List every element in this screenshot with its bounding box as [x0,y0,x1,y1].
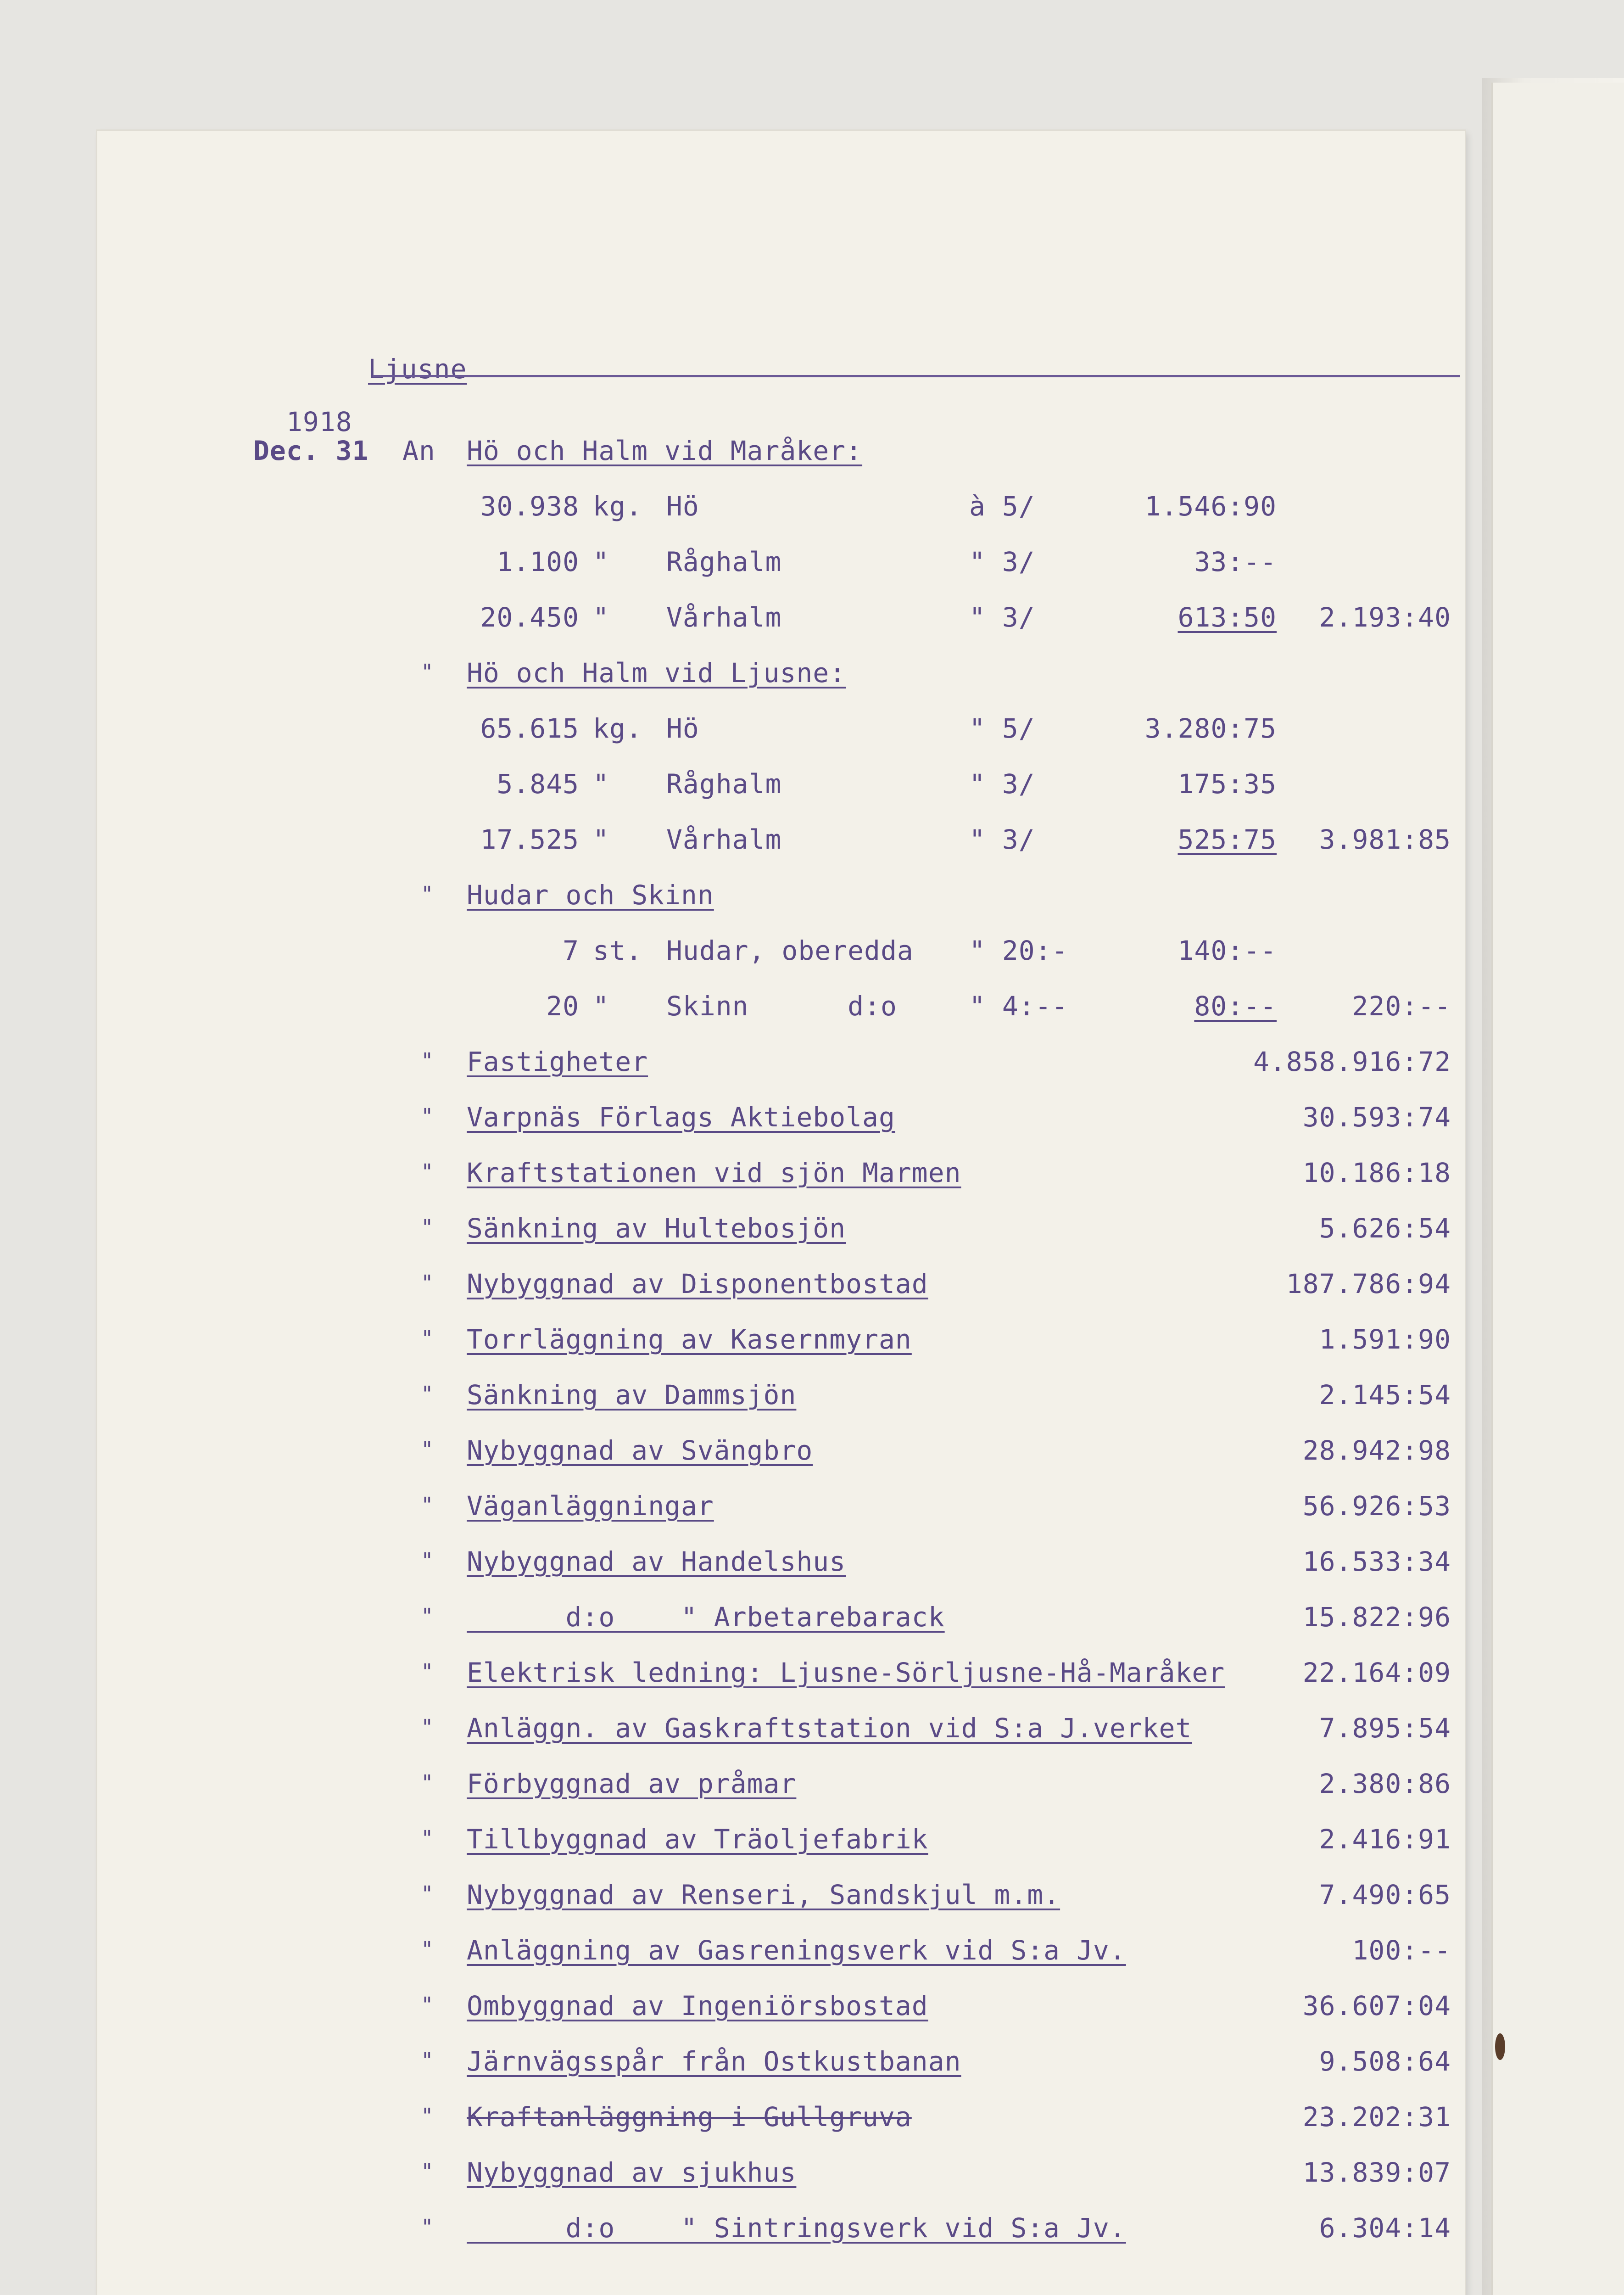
ditto-mark: " [421,1326,434,1351]
ditto-mark: " [421,1770,434,1795]
row-amount: 1.546:90 [1144,491,1277,522]
entry-total: 36.607:04 [1302,1990,1451,2021]
next-page-edge [1491,83,1624,2295]
row-unit: " [593,824,609,855]
row-unit: kg. [593,713,642,744]
entry-total: 6.304:14 [1319,2212,1451,2244]
entry-total: 9.508:64 [1319,2046,1451,2077]
row-quantity: 20 [546,991,579,1022]
row-amount: 140:-- [1178,935,1277,966]
an-label: An [402,435,435,466]
row-quantity: 30.938 [480,491,579,522]
entry-label: Ombyggnad av Ingeniörsbostad [467,1990,928,2021]
row-quantity: 7 [563,935,579,966]
ditto-mark: " [421,1104,434,1129]
place-heading: Ljusne [368,353,467,385]
ditto-mark: " [421,2215,434,2239]
entry-label: Nybyggnad av Handelshus [467,1546,846,1577]
section-title: Hudar och Skinn [467,879,714,911]
row-total: 3.981:85 [1319,824,1451,855]
entry-label: Anläggn. av Gaskraftstation vid S:a J.verket [467,1713,1192,1744]
row-amount: 613:50 [1178,602,1277,633]
row-quantity: 65.615 [480,713,579,744]
ditto-mark: " [421,1659,434,1684]
entry-total: 13.839:07 [1302,2157,1451,2188]
row-total: 2.193:40 [1319,602,1451,633]
entry-label: Varpnäs Förlags Aktiebolag [467,1102,895,1133]
ditto-mark: " [421,1493,434,1517]
section-title: Hö och Halm vid Maråker: [467,435,863,466]
entry-total: 10.186:18 [1302,1157,1451,1188]
row-amount: 525:75 [1178,824,1277,855]
row-item: Hö [666,713,699,744]
ditto-mark: " [421,1604,434,1629]
entry-label: Järnvägsspår från Ostkustbanan [467,2046,961,2077]
ditto-mark: " [421,1826,434,1851]
entry-label: d:o " Sintringsverk vid S:a Jv. [467,2212,1126,2244]
row-unit: " [593,991,609,1022]
row-quantity: 20.450 [480,602,579,633]
entry-total: 187.786:94 [1286,1268,1451,1299]
ledger-page [97,131,1465,2295]
entry-label: Sänkning av Hultebosjön [467,1213,846,1244]
ditto-mark: " [421,1548,434,1573]
entry-total: 30.593:74 [1302,1102,1451,1133]
ditto-mark: " [421,1271,434,1295]
row-amount: 33:-- [1194,546,1277,577]
entry-total: 7.895:54 [1319,1713,1451,1744]
year: 1918 [286,406,352,437]
entry-total: 7.490:65 [1319,1879,1451,1910]
ditto-mark: " [421,2159,434,2184]
ditto-mark: " [421,1382,434,1406]
ditto-mark: " [421,1437,434,1462]
binding-hole [1495,2033,1505,2060]
entry-label: Förbyggnad av pråmar [467,1768,797,1799]
row-quantity: 17.525 [480,824,579,855]
row-price: " 3/ [969,602,1035,633]
row-item: Vårhalm [666,602,782,633]
row-amount: 3.280:75 [1144,713,1277,744]
entry-label: Nybyggnad av Renseri, Sandskjul m.m. [467,1879,1060,1910]
ditto-mark: " [421,1048,434,1073]
entry-total: 2.416:91 [1319,1824,1451,1855]
row-amount: 175:35 [1178,768,1277,800]
entry-label: Nybyggnad av Svängbro [467,1435,813,1466]
entry-total: 2.145:54 [1319,1379,1451,1411]
row-item: Råghalm [666,546,782,577]
ditto-mark: " [421,1715,434,1740]
ditto-mark: " [421,660,434,684]
row-unit: " [593,546,609,577]
ditto-mark: " [421,1937,434,1962]
row-item: Råghalm [666,768,782,800]
row-item: Hudar, oberedda [666,935,914,966]
entry-label: Anläggning av Gasreningsverk vid S:a Jv. [467,1935,1126,1966]
entry-total: 100:-- [1352,1935,1451,1966]
row-unit: " [593,768,609,800]
row-price: à 5/ [969,491,1035,522]
row-unit: " [593,602,609,633]
entry-label: Elektrisk ledning: Ljusne-Sörljusne-Hå-Maråker [467,1657,1225,1688]
row-quantity: 1.100 [497,546,579,577]
entry-total: 16.533:34 [1302,1546,1451,1577]
ditto-mark: " [421,1159,434,1184]
entry-label: Väganläggningar [467,1490,714,1522]
row-price: " 3/ [969,546,1035,577]
entry-label: d:o " Arbetarebarack [467,1601,945,1633]
row-price: " 4:-- [969,991,1068,1022]
entry-label: Tillbyggnad av Träoljefabrik [467,1824,928,1855]
row-item: Hö [666,491,699,522]
entry-total: 23.202:31 [1302,2101,1451,2133]
row-price: " 3/ [969,768,1035,800]
entry-label: Nybyggnad av sjukhus [467,2157,797,2188]
row-price: " 3/ [969,824,1035,855]
section-title: Hö och Halm vid Ljusne: [467,657,846,688]
entry-total: 4.858.916:72 [1253,1046,1451,1077]
date: Dec. 31 [253,435,369,466]
entry-label: Torrläggning av Kasernmyran [467,1324,912,1355]
entry-label: Kraftanläggning i Gullgruva [467,2101,912,2133]
row-quantity: 5.845 [497,768,579,800]
entry-total: 5.626:54 [1319,1213,1451,1244]
entry-label: Sänkning av Dammsjön [467,1379,797,1411]
ditto-mark: " [421,2104,434,2128]
ditto-mark: " [421,1215,434,1240]
ditto-mark: " [421,882,434,907]
entry-total: 22.164:09 [1302,1657,1451,1688]
entry-total: 28.942:98 [1302,1435,1451,1466]
ditto-mark: " [421,1881,434,1906]
row-unit: st. [593,935,642,966]
entry-total: 56.926:53 [1302,1490,1451,1522]
row-item: Skinn d:o [666,991,897,1022]
row-price: " 5/ [969,713,1035,744]
entry-label: Kraftstationen vid sjön Marmen [467,1157,961,1188]
entry-total: 15.822:96 [1302,1601,1451,1633]
row-total: 220:-- [1352,991,1451,1022]
ditto-mark: " [421,1993,434,2017]
entry-label: Nybyggnad av Disponentbostad [467,1268,928,1299]
ditto-mark: " [421,2048,434,2073]
entry-label: Fastigheter [467,1046,648,1077]
header-rule [373,375,1460,377]
entry-total: 2.380:86 [1319,1768,1451,1799]
entry-total: 1.591:90 [1319,1324,1451,1355]
row-unit: kg. [593,491,642,522]
row-amount: 80:-- [1194,991,1277,1022]
row-item: Vårhalm [666,824,782,855]
row-price: " 20:- [969,935,1068,966]
